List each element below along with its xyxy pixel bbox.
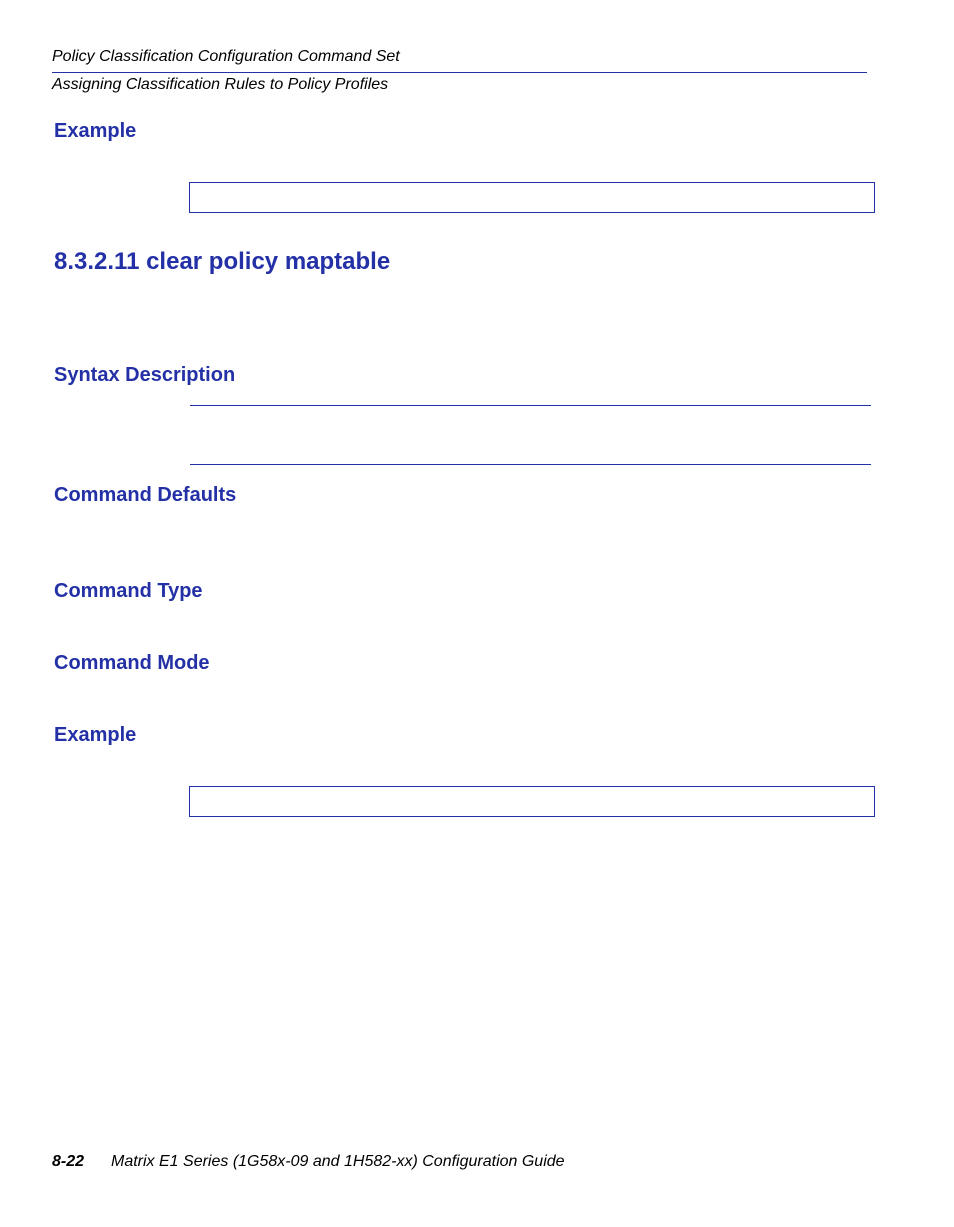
example-heading-1: Example [54,120,137,142]
command-title: 8.3.2.11 clear policy maptable [54,248,391,275]
header-chapter-title: Policy Classification Configuration Command Set [52,48,400,65]
guide-title: Matrix E1 Series (1G58x-09 and 1H582-xx) Configuration Guide [111,1153,565,1170]
example-heading-2: Example [54,724,137,746]
header-rule [52,72,867,73]
header-section-title: Assigning Classification Rules to Policy Profiles [52,76,389,93]
syntax-table-bottom-rule [190,464,871,465]
page-number: 8-22 [52,1153,85,1170]
example-code-box-2 [189,786,875,817]
syntax-description-heading: Syntax Description [54,364,236,386]
command-defaults-heading: Command Defaults [54,484,237,506]
command-mode-heading: Command Mode [54,652,210,674]
syntax-table-top-rule [190,405,871,406]
command-type-heading: Command Type [54,580,203,602]
example-code-box-1 [189,182,875,213]
